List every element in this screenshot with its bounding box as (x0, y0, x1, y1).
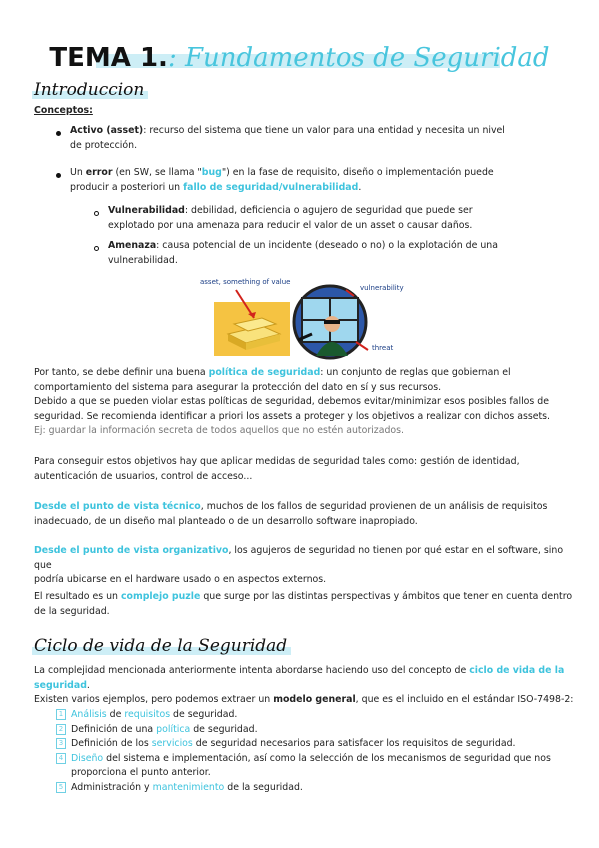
item-text-a: Definición de una (71, 723, 157, 735)
title-part2: Fundamentos de Seguridad (184, 43, 550, 73)
item-text-b: del sistema e implementación, así como la selección de los mecanismos de seguridad que nos (103, 752, 551, 764)
asset-label: asset, something of value (200, 278, 291, 286)
p3-l2: inadecuado, de un diseño mal planteado o de un desarrollo software inapropiado. (34, 515, 418, 527)
vuln-item (108, 204, 568, 233)
p1-l4: seguridad. Se recomienda identificar a priori los assets a proteger y los objetivos a realizar con dichos assets. (34, 410, 551, 422)
title-part1: TEMA 1. (49, 43, 168, 73)
circle-bullet (94, 246, 99, 251)
p1-accent: política de seguridad (208, 367, 321, 378)
ciclo-l1-accent: ciclo de vida de la (469, 665, 565, 676)
number-box: 4 (56, 753, 66, 764)
list-item (56, 737, 576, 752)
p4-accent: Desde el punto de vista organizativo (34, 545, 229, 556)
list-item (56, 708, 576, 723)
ciclo-l1-a: La complejidad mencionada anteriormente intenta abordarse haciendo uso del concepto de (34, 665, 470, 676)
item-accent: Diseño (71, 752, 104, 764)
item-text-a: Definición de los (71, 738, 152, 750)
activo-item (70, 124, 570, 153)
list-item (56, 781, 576, 796)
error-line2-a: producir a posteriori un (70, 181, 184, 193)
p1-l2: comportamiento del sistema para asegurar la protección del dato en sí y sus recursos. (34, 381, 442, 393)
bullet-dot (56, 131, 61, 136)
item-text-b: de (106, 709, 125, 720)
ciclo-list (56, 708, 576, 796)
item-text-a: Administración y (71, 781, 153, 793)
p2-l2: autenticación de usuarios, control de acceso... (34, 470, 253, 482)
vulnerability-label: vulnerability (360, 284, 404, 292)
p3-accent: Desde el punto de vista técnico (34, 501, 201, 512)
error-b: (en SW, se llama " (112, 167, 202, 178)
error-line2-accent: fallo de seguridad/vulnerabilidad (183, 181, 359, 193)
number-box: 2 (56, 724, 66, 735)
p5-b: que surge por las distintas perspectivas y ámbitos que tener en cuenta dentro (200, 591, 573, 602)
paragraph-policy (34, 366, 574, 439)
error-bug: bug (201, 167, 222, 178)
p5-a: El resultado es un (34, 591, 121, 602)
p2-l1: Para conseguir estos objetivos hay que aplicar medidas de seguridad tales como: gestión de identidad, (34, 456, 520, 467)
amenaza-text: : causa potencial de un incidente (deseado o no) o la explotación de una (156, 240, 498, 251)
activo-text: : recurso del sistema que tiene un valor para una entidad y necesita un nivel (143, 125, 505, 136)
ciclo-l3-a: Existen varios ejemplos, pero podemos extraer un (34, 694, 274, 706)
vuln-text: : debilidad, deficiencia o agujero de seguridad que puede ser (184, 205, 473, 216)
heading-text: Ciclo de vida de la Seguridad (34, 636, 288, 656)
number-box: 5 (56, 782, 66, 793)
p3-b: , muchos de los fallos de seguridad provienen de un análisis de requisitos (200, 501, 548, 512)
item4-line2: proporciona el punto anterior. (71, 767, 211, 779)
p1-a: Por tanto, se debe definir una buena (34, 367, 209, 378)
p4-b: , los agujeros de seguridad no tienen por qué estar en el software, sino que (34, 545, 564, 571)
item-text-b: de seguridad necesarios para satisfacer los requisitos de seguridad. (192, 738, 516, 750)
amenaza-term: Amenaza (108, 240, 157, 251)
p5-accent: complejo puzle (120, 591, 201, 602)
number-box: 3 (56, 738, 66, 749)
section-heading-ciclo (34, 636, 287, 656)
threat-label: threat (372, 344, 394, 352)
ciclo-l2-accent: seguridad (34, 679, 87, 691)
list-item (56, 723, 576, 738)
paragraph-measures (34, 455, 574, 484)
item-text-b: de la seguridad. (224, 781, 303, 793)
heading-text: Introduccion (34, 80, 145, 100)
ciclo-l2-b: . (86, 679, 90, 691)
item-text-c: de seguridad. (170, 709, 238, 720)
p4-l2: podría ubicarse en el hardware usado o en aspectos externos. (34, 574, 327, 586)
list-item (56, 752, 576, 781)
item-accent: política (156, 723, 191, 735)
amenaza-text2: vulnerabilidad. (108, 254, 178, 266)
item-accent2: requisitos (124, 709, 171, 720)
ciclo-intro (34, 664, 579, 708)
title-block (0, 40, 599, 76)
bullet-dot (56, 173, 61, 178)
item-accent: Análisis (71, 709, 107, 720)
ciclo-l3-b: , que es el incluido en el estándar ISO-7498-2: (355, 694, 574, 706)
amenaza-item (108, 239, 568, 268)
error-item (70, 166, 570, 195)
section-heading-intro (34, 80, 144, 100)
conceptos-label: Conceptos: (34, 105, 93, 116)
page-title (0, 40, 599, 76)
circle-bullet (94, 211, 99, 216)
item-accent: mantenimiento (152, 781, 225, 793)
title-sep: : (167, 43, 177, 73)
p1-l3: Debido a que se pueden violar estas políticas de seguridad, debemos evitar/minimizar esos posibles fallos de (34, 396, 550, 408)
error-term: error (85, 167, 113, 178)
activo-term: Activo (asset) (70, 125, 144, 136)
p1-l5: Ej: guardar la información secreta de todos aquellos que no estén autorizados. (34, 425, 405, 437)
paragraph-puzzle (34, 590, 574, 619)
item-accent: servicios (151, 738, 193, 750)
p5-l2: de la seguridad. (34, 605, 110, 617)
paragraph-technical (34, 500, 574, 529)
error-c: ") en la fase de requisito, diseño o implementación puede (221, 167, 494, 178)
activo-text2: de protección. (70, 139, 138, 151)
error-line2-b: . (358, 181, 362, 193)
vuln-text2: explotado por una amenaza para reducir el valor de un asset o causar daños. (108, 219, 473, 231)
vuln-term: Vulnerabilidad (108, 205, 185, 216)
security-figure (196, 276, 416, 366)
p1-b: : un conjunto de reglas que gobiernan el (320, 367, 511, 378)
number-box: 1 (56, 709, 66, 720)
paragraph-organizational (34, 544, 574, 588)
item-text-b: de seguridad. (190, 723, 258, 735)
error-a: Un (70, 167, 86, 178)
ciclo-l3-bold: modelo general (273, 694, 356, 706)
